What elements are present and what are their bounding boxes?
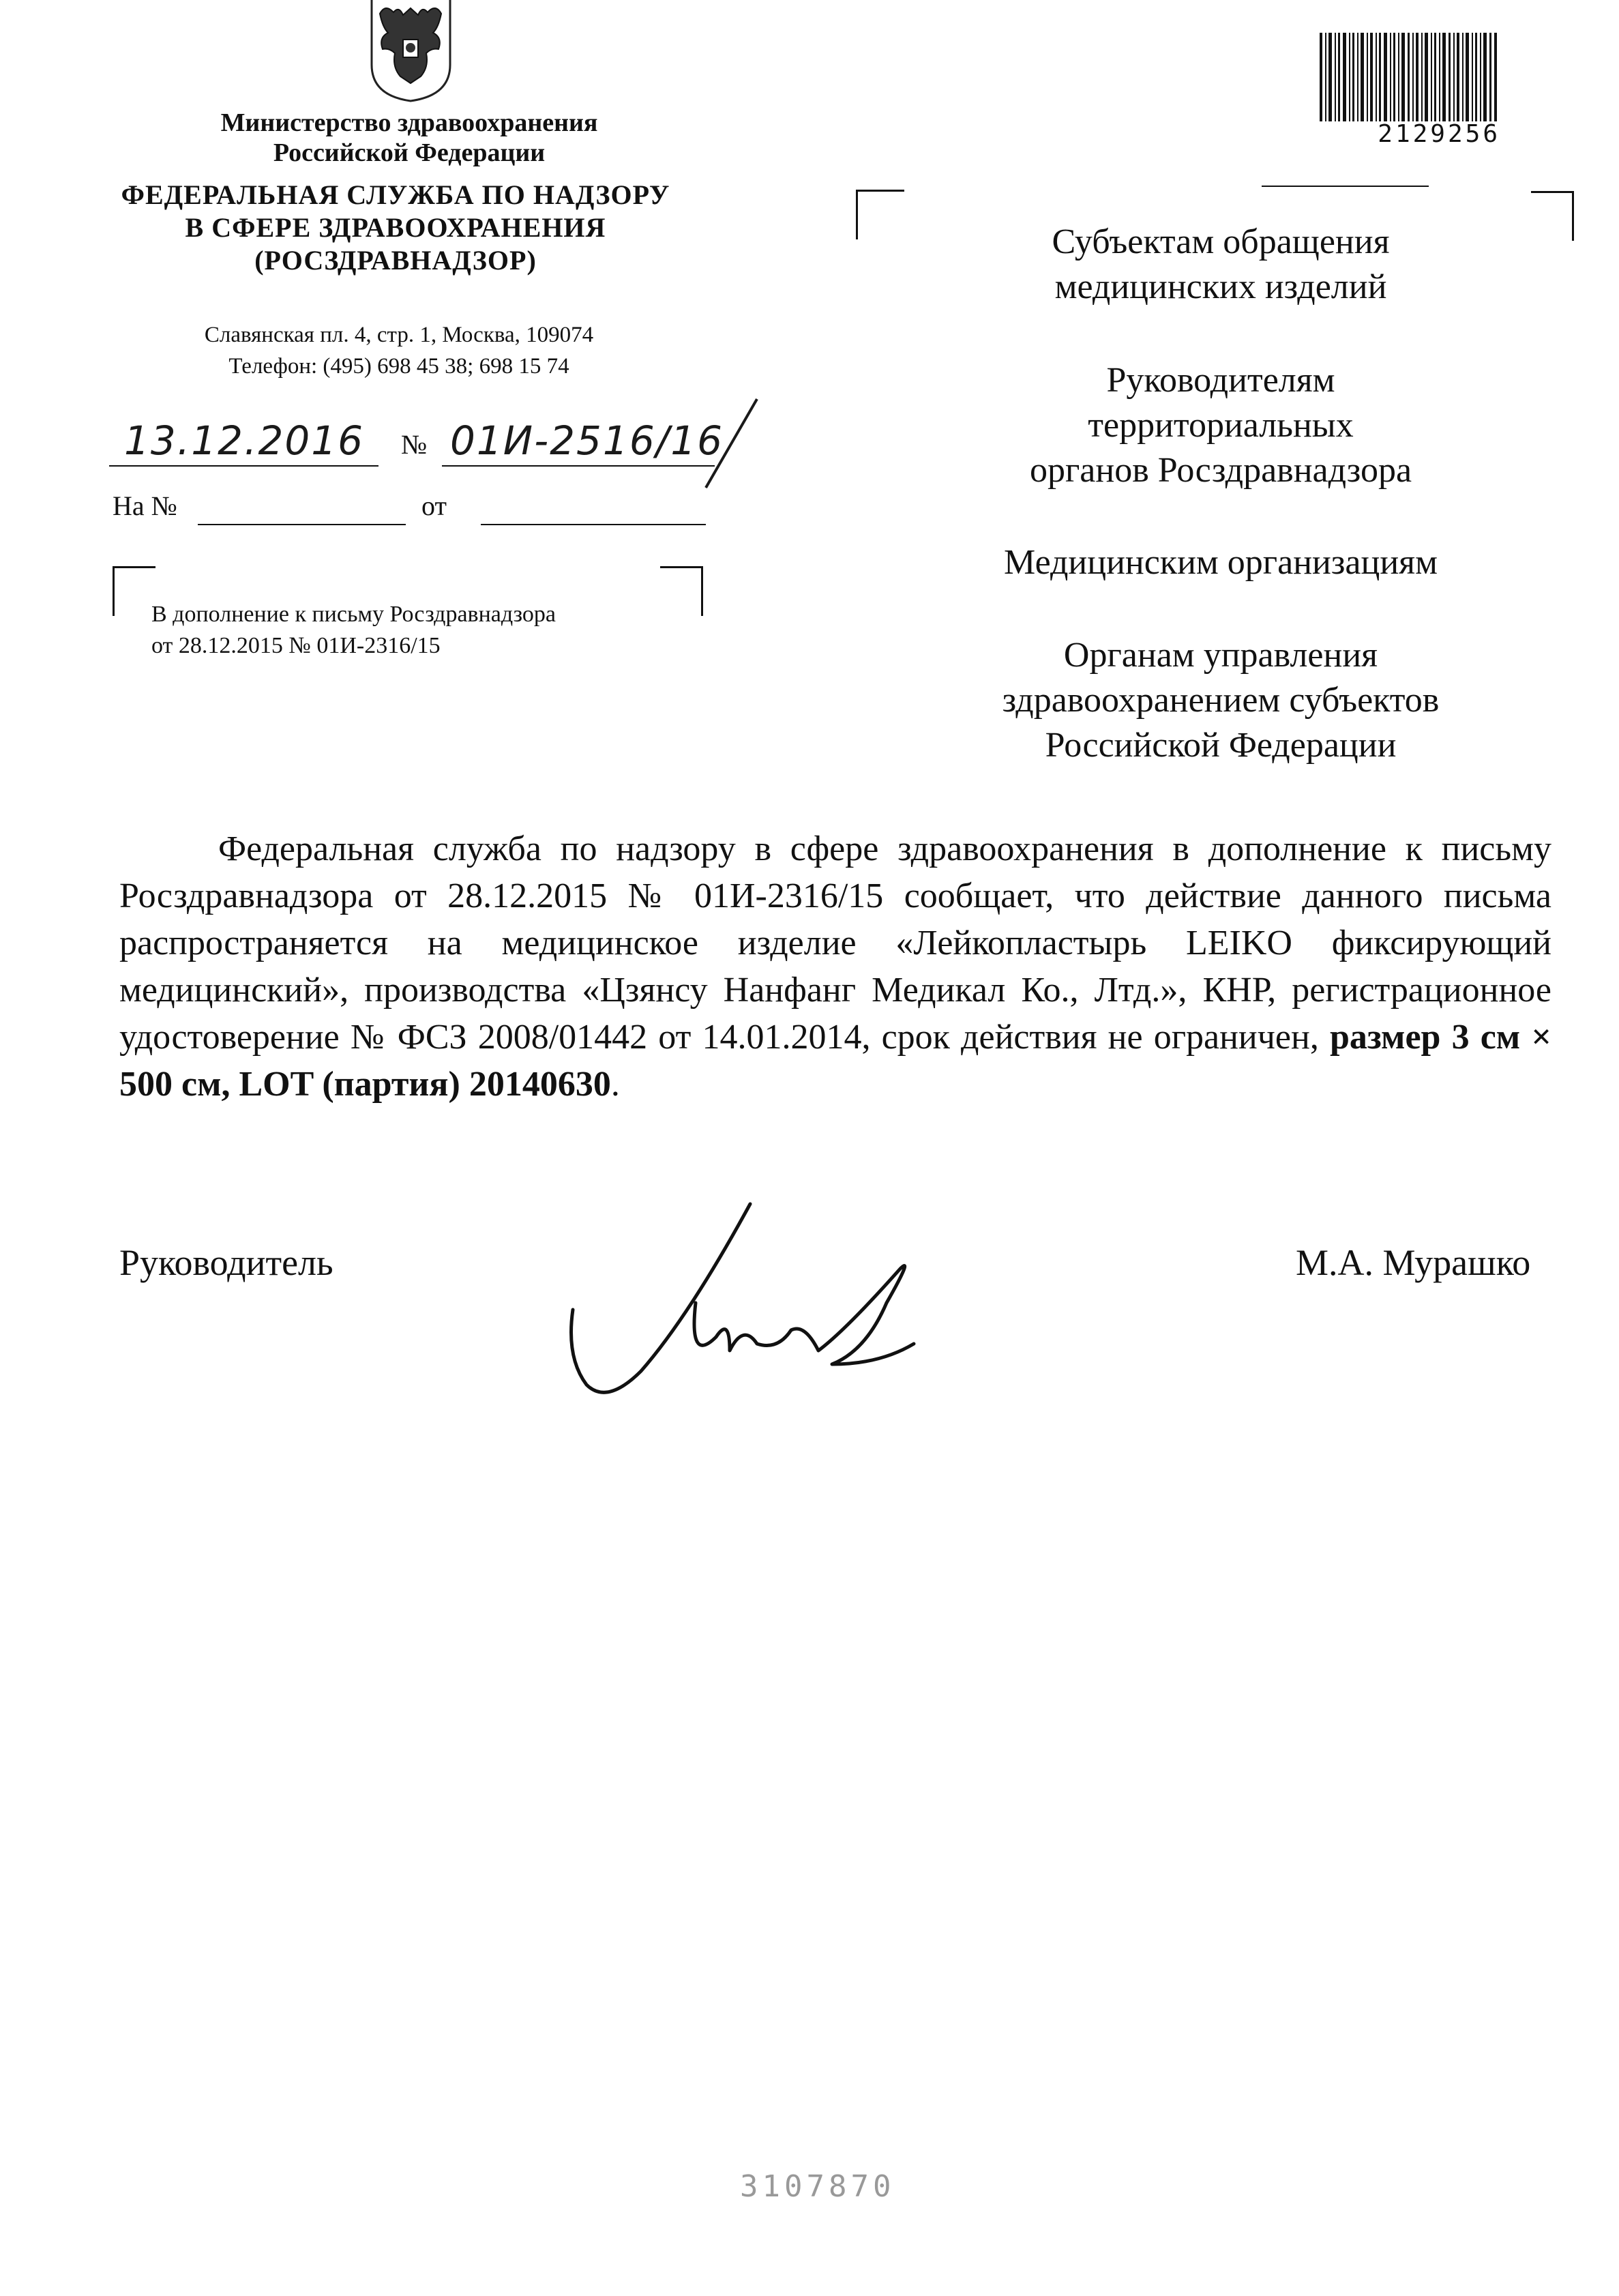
service-line-2: В СФЕРЕ ЗДРАВООХРАНЕНИЯ — [185, 212, 606, 243]
coat-of-arms-emblem — [358, 0, 464, 102]
recipient-line: органов Росздравнадзора — [1029, 451, 1412, 490]
ministry-line-2: Российской Федерации — [273, 138, 546, 167]
ministry-name — [116, 108, 702, 168]
incoming-number-label: На № — [113, 490, 177, 521]
incoming-date-label: от — [421, 490, 447, 521]
recipient-line: Субъектам обращения — [1052, 222, 1390, 261]
recipient-line: Медицинским организациям — [1004, 543, 1438, 582]
body-end: . — [610, 1065, 620, 1104]
barcode — [1320, 33, 1500, 121]
recipient-group-4 — [914, 633, 1528, 768]
recipient-line: здравоохранением субъектов — [1002, 681, 1440, 720]
reference-line-1: В дополнение к письму Росздравнадзора — [151, 602, 556, 627]
service-line-1: ФЕДЕРАЛЬНАЯ СЛУЖБА ПО НАДЗОРУ — [121, 179, 670, 210]
signatory-name: М.А. Мурашко — [1296, 1242, 1531, 1283]
service-name — [82, 179, 709, 277]
incoming-number-line — [198, 524, 406, 525]
footer-stamp: 3107870 — [740, 2169, 895, 2204]
recipient-line: Российской Федерации — [1045, 726, 1397, 765]
outgoing-number-underline — [442, 465, 715, 467]
body-bold-text: размер 3 см × 500 см, LOT (партия) 20140630 — [119, 1018, 1551, 1104]
recipient-group-3 — [914, 540, 1528, 585]
barcode-number: 2129256 — [1378, 120, 1500, 148]
handwritten-slash — [682, 396, 764, 491]
phone: Телефон: (495) 698 45 38; 698 15 74 — [228, 354, 569, 379]
outgoing-number-sign: № — [401, 429, 428, 460]
service-line-3: (РОСЗДРАВНАДЗОР) — [254, 245, 537, 276]
reference-note — [151, 599, 683, 662]
address: Славянская пл. 4, стр. 1, Москва, 109074 — [204, 323, 594, 347]
recipient-group-1 — [914, 220, 1528, 310]
body-text: Федеральная служба по надзору в сфере здравоохранения в дополнение к письму Росздравнадзора от 28.12.2015 № 01И-2316/15 сообщает, что действие данного письма распространяется на медицинское изделие «Лейкопластырь LEIKO фиксирующий медицинский», производства «Цзянсу Нанфанг Медикал Ко., Лтд.», КНР, регистрационное удостоверение № ФСЗ 2008/01442 от 14.01.2014, срок действия не ограничен, — [119, 829, 1551, 1057]
recipient-line: медицинских изделий — [1054, 267, 1387, 306]
recipient-line: территориальных — [1088, 406, 1354, 445]
ministry-line-1: Министерство здравоохранения — [220, 108, 598, 137]
outgoing-date-underline — [109, 465, 378, 467]
reference-line-2: от 28.12.2015 № 01И-2316/15 — [151, 633, 441, 658]
address-block — [102, 319, 696, 382]
recipient-line: Органам управления — [1063, 636, 1378, 675]
recipient-corner-right — [1531, 191, 1574, 241]
recipient-top-line — [1262, 186, 1429, 187]
outgoing-date: 13.12.2016 — [124, 417, 365, 464]
reference-corner-left — [113, 566, 155, 616]
recipient-group-2 — [914, 358, 1528, 493]
signatory-position: Руководитель — [119, 1242, 333, 1283]
recipient-corner-left — [856, 190, 904, 239]
handwritten-signature — [559, 1187, 955, 1412]
outgoing-number: 01И-2516/16 — [450, 417, 724, 464]
recipient-line: Руководителям — [1106, 361, 1335, 400]
incoming-date-line — [481, 524, 706, 525]
letter-body — [119, 825, 1551, 1108]
